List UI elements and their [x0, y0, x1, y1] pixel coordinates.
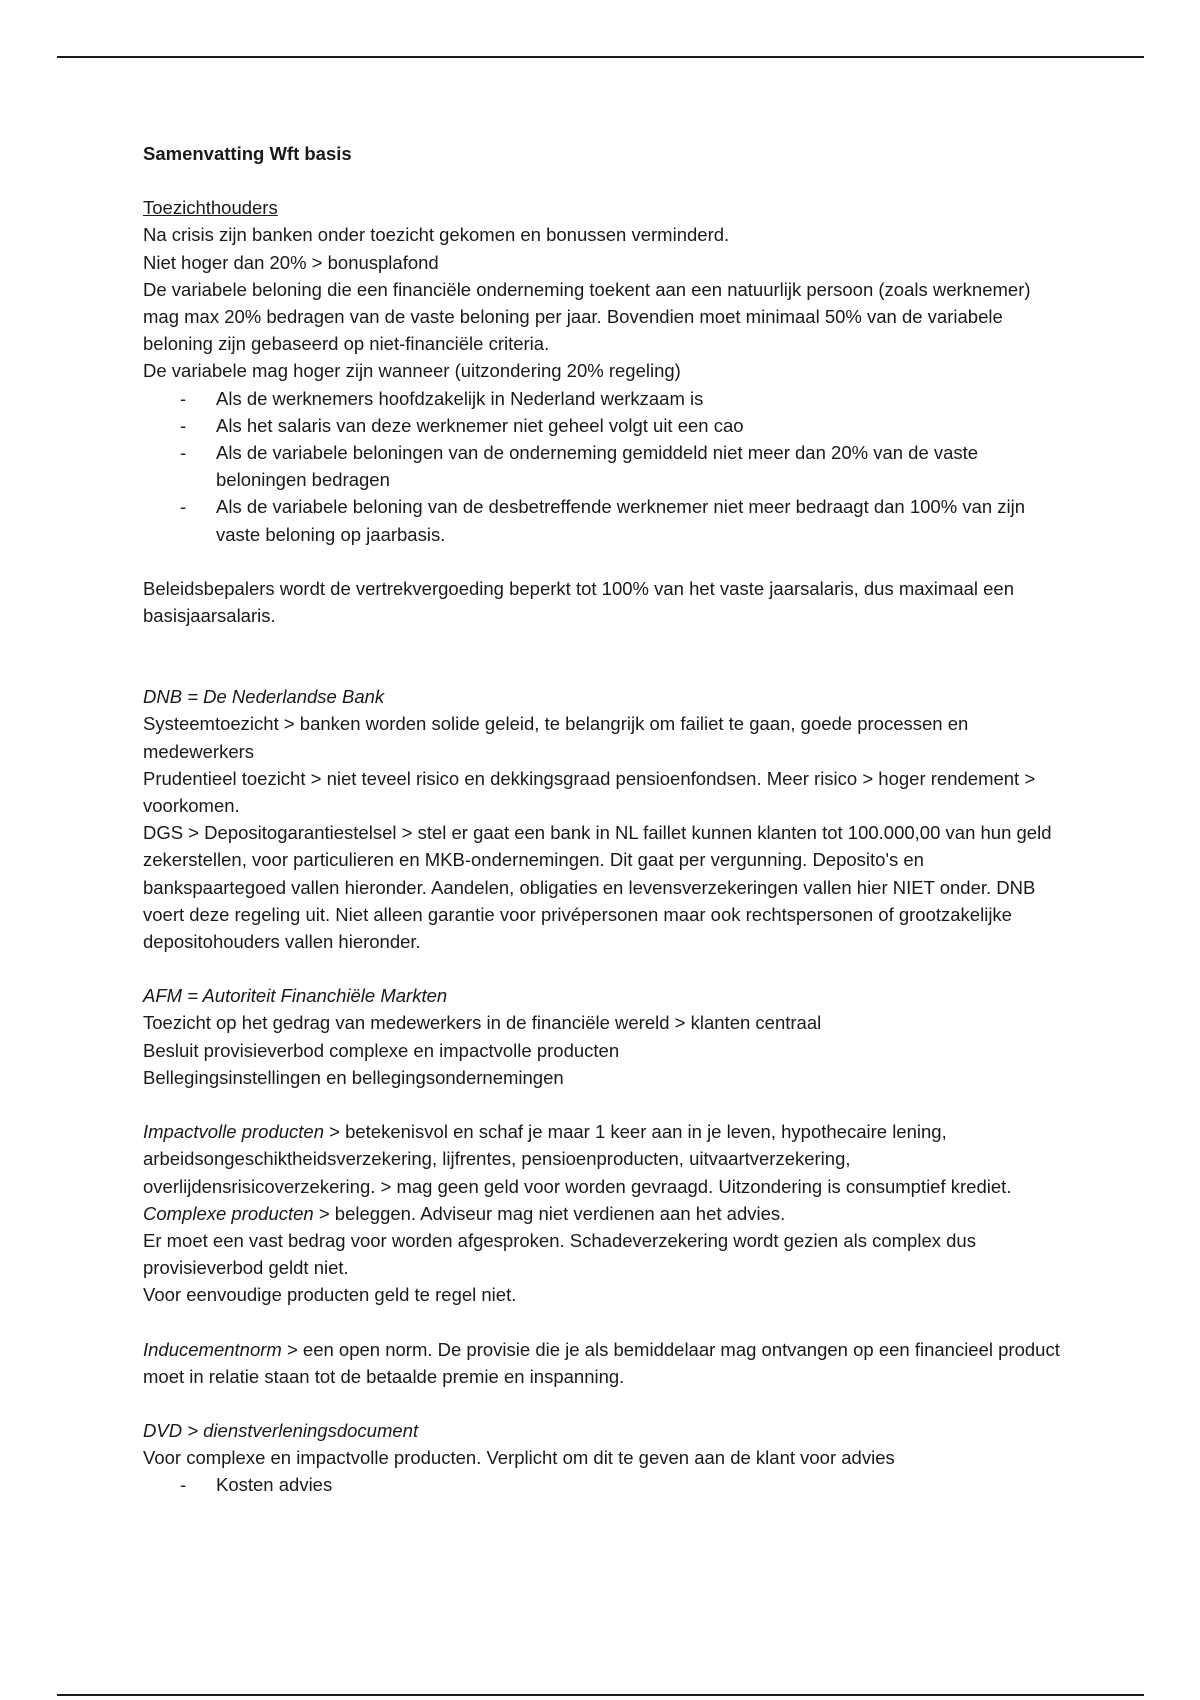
dvd-list — [143, 1471, 1063, 1498]
list-item: - Als de variabele beloningen van de onderneming gemiddeld niet meer dan 20% van de vaste beloningen bedragen — [216, 439, 1063, 493]
paragraph: Prudentieel toezicht > niet teveel risico en dekkingsgraad pensioenfondsen. Meer risico > hoger rendement > voorkomen. — [143, 767, 1036, 817]
text-inducement: > een open norm. De provisie die je als bemiddelaar mag ontvangen op een financieel product moet in relatie staan tot de betaalde premie en inspanning. — [143, 1338, 1060, 1387]
document-page — [143, 140, 1063, 1499]
list-item: - Kosten advies — [216, 1471, 1063, 1498]
paragraph: DGS > Depositogarantiestelsel > stel er gaat een bank in NL faillet kunnen klanten tot 100.000,00 van hun geld zekerstellen, voor particulieren en MKB-ondernemingen. Dit gaat per vergunning. Deposito's en bankspaartegoed vallen hieronder. Aandelen, obligaties en levensverzekeringen vallen hier NIET onder. DNB voert deze regeling uit. Niet alleen garantie voor privépersonen maar ook rechtspersonen of grootzakelijke depositohouders vallen hieronder. — [143, 822, 1052, 953]
section-toezichthouders — [143, 194, 1063, 629]
paragraph: Na crisis zijn banken onder toezicht gekomen en bonussen verminderd. — [143, 224, 730, 246]
term-complexe: Complexe producten — [143, 1202, 314, 1224]
paragraph: Toezicht op het gedrag van medewerkers in de financiële wereld > klanten centraal — [143, 1012, 822, 1034]
section-afm — [143, 982, 1063, 1091]
section-heading-afm: AFM = Autoriteit Financhiële Markten — [143, 985, 448, 1007]
paragraph: Niet hoger dan 20% > bonusplafond — [143, 251, 439, 273]
header-rule — [57, 56, 1144, 58]
text-complexe: > beleggen. Adviseur mag niet verdienen aan het advies. — [313, 1202, 786, 1224]
paragraph: Besluit provisieverbod complexe en impactvolle producten — [143, 1039, 620, 1061]
paragraph: Er moet een vast bedrag voor worden afgesproken. Schadeverzekering wordt gezien als complex dus provisieverbod geldt niet. — [143, 1229, 976, 1279]
section-heading-dvd: DVD > dienstverleningsdocument — [143, 1419, 419, 1441]
section-dvd — [143, 1417, 1063, 1499]
term-impactvolle: Impactvolle producten — [143, 1121, 324, 1143]
list-item: - Als de werknemers hoofdzakelijk in Nederland werkzaam is — [216, 385, 1063, 412]
paragraph-beleidsbepalers: Beleidsbepalers wordt de vertrekvergoeding beperkt tot 100% van het vaste jaarsalaris, dus maximaal een basisjaarsalaris. — [143, 577, 1015, 627]
text-impactvolle: > betekenisvol en schaf je maar 1 keer aan in je leven, hypothecaire lening, arbeidsongeschiktheidsverzekering, lijfrentes, pensioenproducten, uitvaartverzekering, overlijdensrisicoverzekering. > mag geen geld voor worden gevraagd. Uitzondering is consumptief krediet. — [143, 1121, 1012, 1197]
paragraph: De variabele beloning die een financiële onderneming toekent aan een natuurlijk persoon (zoals werknemer) mag max 20% bedragen van de vaste beloning per jaar. Bovendien moet minimaal 50% van de variabele beloning zijn gebaseerd op niet-financiële criteria. — [143, 278, 1031, 355]
paragraph-impactvolle — [143, 1118, 1063, 1200]
section-heading-toezichthouders: Toezichthouders — [143, 197, 278, 219]
document-title: Samenvatting Wft basis — [143, 143, 352, 164]
section-inducement — [143, 1336, 1063, 1390]
term-inducement: Inducementnorm — [143, 1338, 282, 1360]
section-producten — [143, 1118, 1063, 1308]
section-heading-dnb: DNB = De Nederlandse Bank — [143, 686, 385, 708]
paragraph: De variabele mag hoger zijn wanneer (uitzondering 20% regeling) — [143, 360, 681, 382]
paragraph-complexe — [143, 1200, 1063, 1227]
section-dnb — [143, 683, 1063, 955]
paragraph: Voor eenvoudige producten geld te regel niet. — [143, 1284, 517, 1306]
list-item: - Als het salaris van deze werknemer niet geheel volgt uit een cao — [216, 412, 1063, 439]
paragraph: Systeemtoezicht > banken worden solide geleid, te belangrijk om failiet te gaan, goede processen en medewerkers — [143, 713, 969, 762]
list-item: - Als de variabele beloning van de desbetreffende werknemer niet meer bedraagt dan 100% van zijn vaste beloning op jaarbasis. — [216, 493, 1063, 547]
paragraph: Bellegingsinstellingen en bellegingsondernemingen — [143, 1066, 564, 1088]
footer-rule — [57, 1694, 1144, 1696]
paragraph-inducement — [143, 1336, 1063, 1390]
paragraph: Voor complexe en impactvolle producten. Verplicht om dit te geven aan de klant voor advies — [143, 1447, 895, 1469]
exception-list — [143, 385, 1063, 548]
